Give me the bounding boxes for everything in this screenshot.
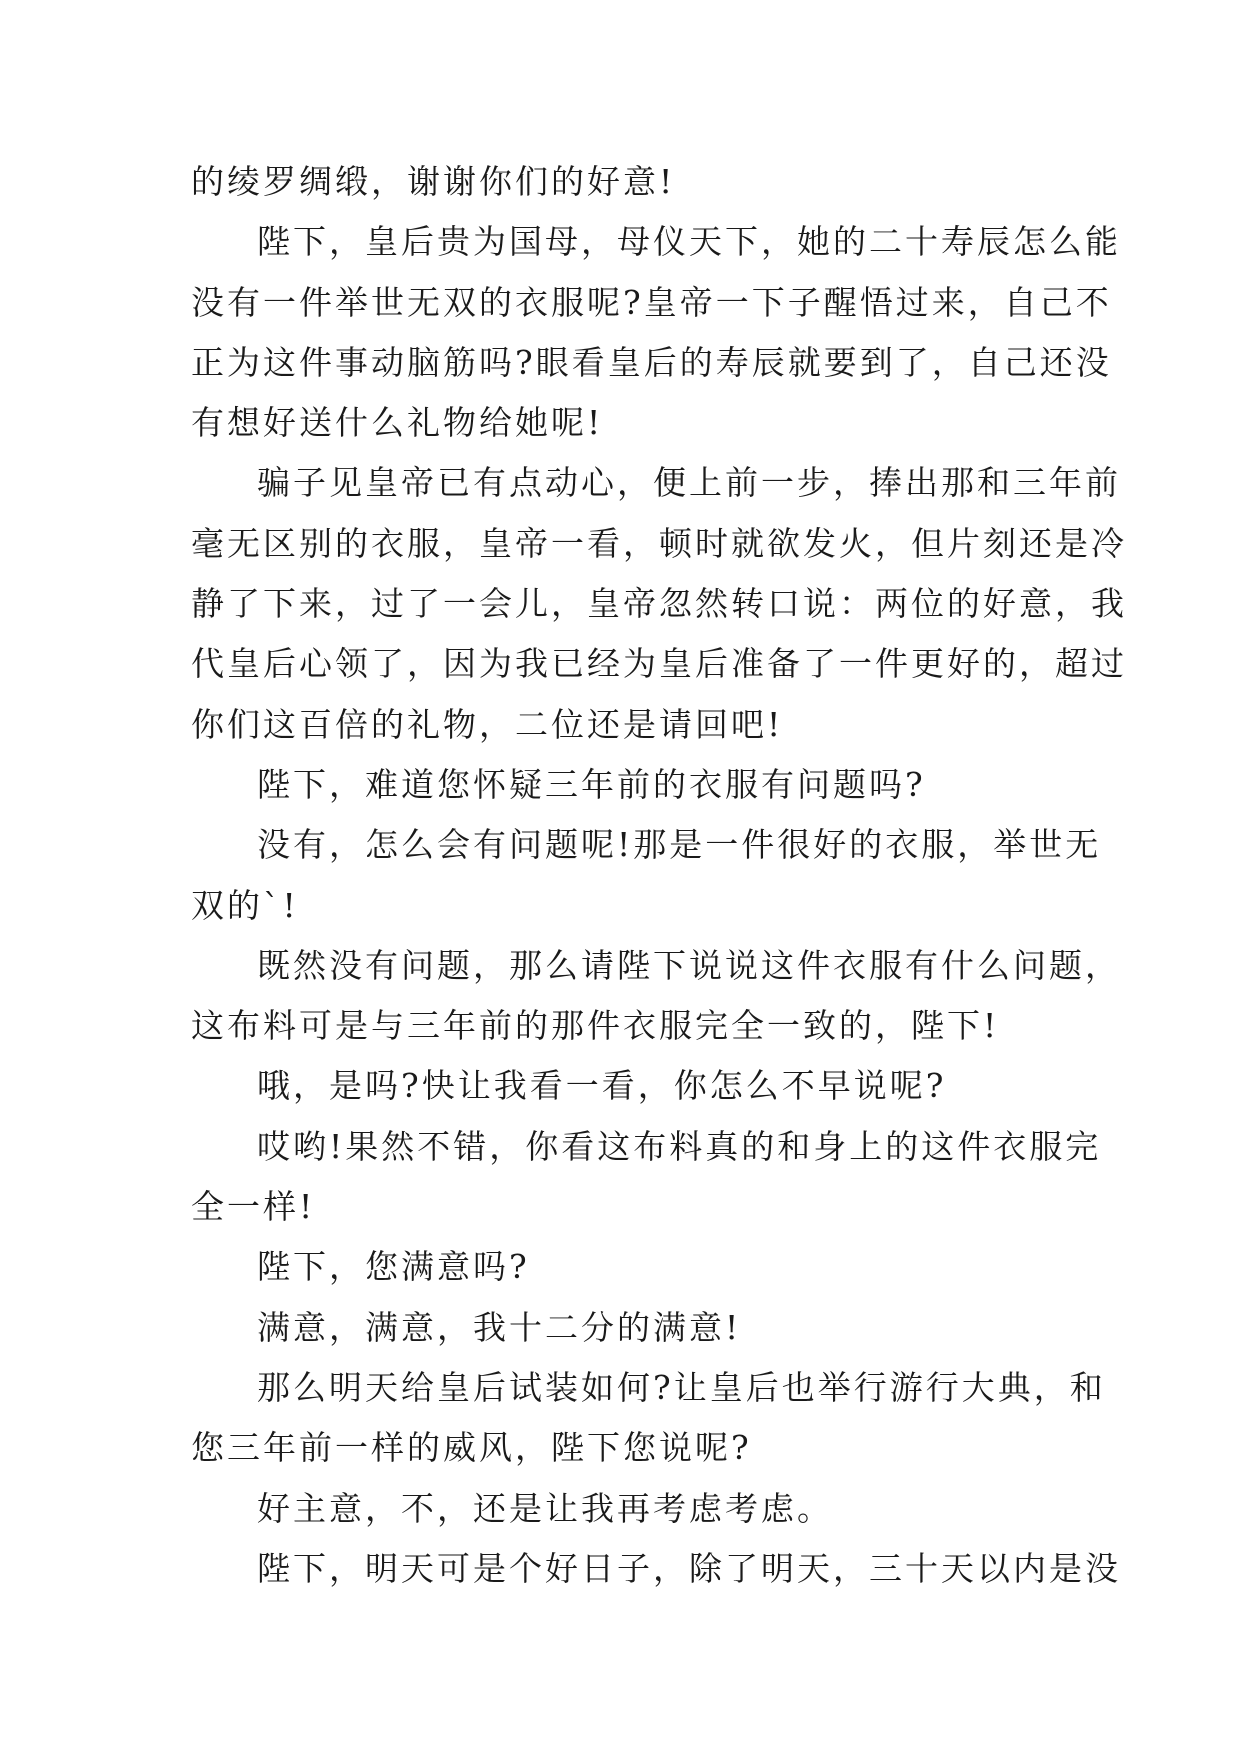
text-line: 陛下，皇后贵为国母，母仪天下，她的二十寿辰怎么能 [257,222,1121,262]
text-line: 这布料可是与三年前的那件衣服完全一致的，陛下! [191,1006,1000,1046]
text-line: 没有一件举世无双的衣服呢?皇帝一下子醒悟过来，自己不 [191,282,1112,322]
text-line: 正为这件事动脑筋吗?眼看皇后的寿辰就要到了，自己还没 [191,342,1112,382]
text-line: 有想好送什么礼物给她呢! [191,403,604,443]
text-line: 双的`! [191,885,299,925]
text-line: 没有，怎么会有问题呢!那是一件很好的衣服，举世无 [257,825,1102,865]
text-line: 全一样! [191,1187,316,1227]
text-line: 陛下，您满意吗? [257,1247,530,1287]
text-line: 陛下，明天可是个好日子，除了明天，三十天以内是没 [257,1548,1121,1588]
text-line: 好主意，不，还是让我再考虑考虑。 [257,1488,833,1528]
text-line: 哎哟!果然不错，你看这布料真的和身上的这件衣服完 [257,1126,1102,1166]
text-line: 那么明天给皇后试装如何?让皇后也举行游行大典，和 [257,1367,1106,1407]
text-line: 你们这百倍的礼物，二位还是请回吧! [191,704,784,744]
text-line: 满意，满意，我十二分的满意! [257,1307,742,1347]
text-line: 既然没有问题，那么请陛下说说这件衣服有什么问题， [257,945,1121,985]
text-line: 您三年前一样的威风，陛下您说呢? [191,1428,752,1468]
text-line: 静了下来，过了一会儿，皇帝忽然转口说：两位的好意，我 [191,584,1127,624]
document-body [191,152,1127,1599]
text-line: 骗子见皇帝已有点动心，便上前一步，捧出那和三年前 [257,463,1121,503]
text-line: 毫无区别的衣服，皇帝一看，顿时就欲发火，但片刻还是冷 [191,523,1127,563]
text-line: 的绫罗绸缎，谢谢你们的好意! [191,162,676,201]
text-line: 哦，是吗?快让我看一看，你怎么不早说呢? [257,1066,947,1106]
text-line: 代皇后心领了，因为我已经为皇后准备了一件更好的，超过 [191,644,1127,684]
text-line: 陛下，难道您怀疑三年前的衣服有问题吗? [257,764,926,804]
